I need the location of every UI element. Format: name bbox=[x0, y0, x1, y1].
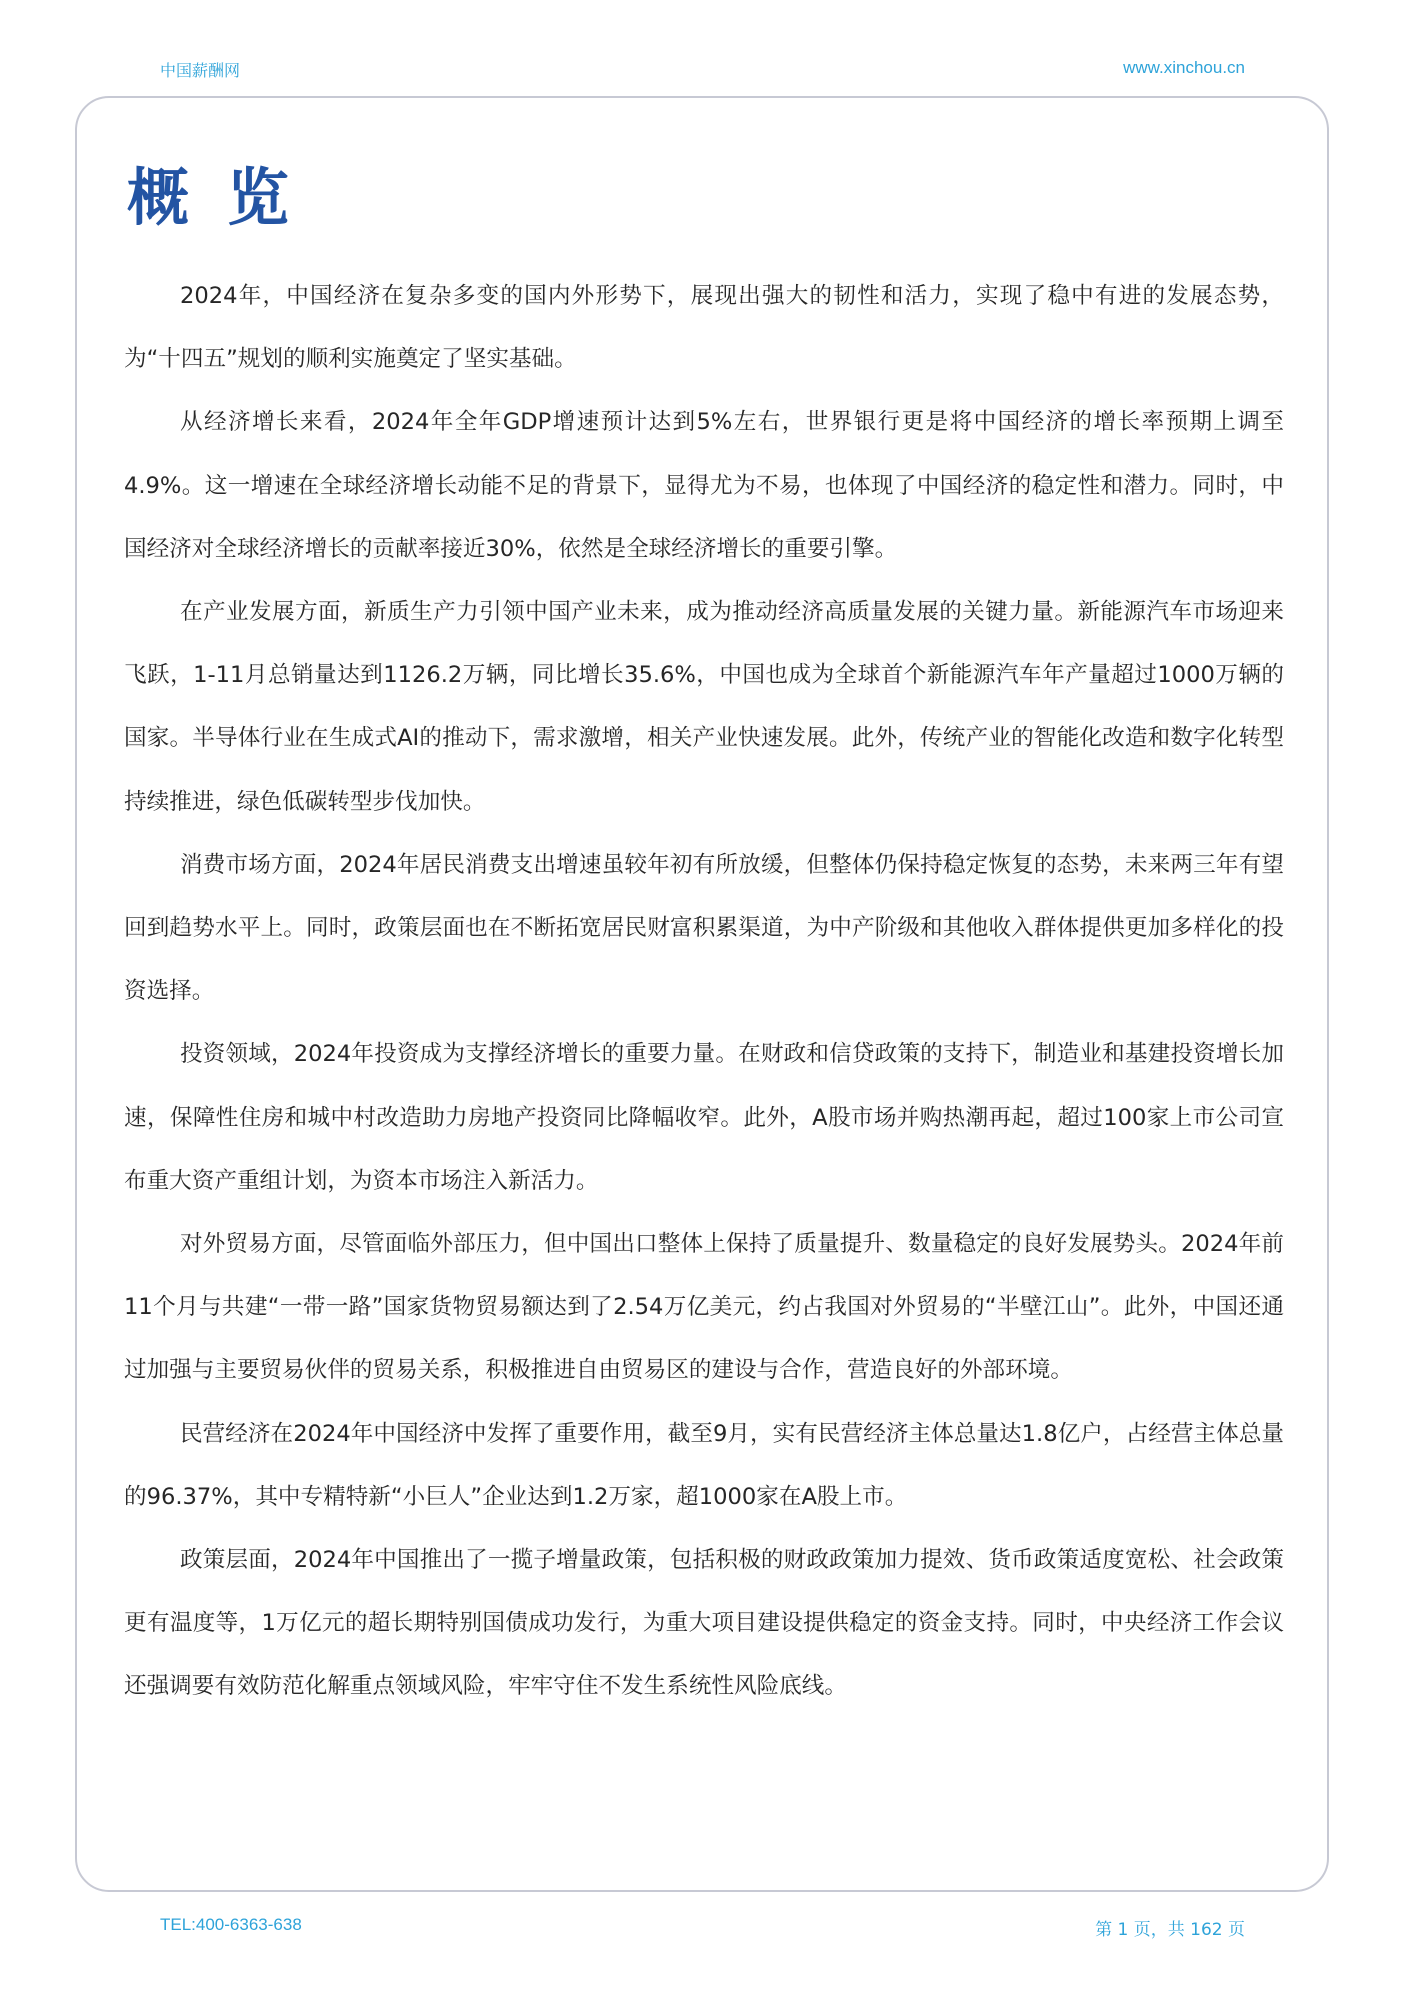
paragraph-investment: 投资领域，2024年投资成为支撑经济增长的重要力量。在财政和信贷政策的支持下，制造业和基建投资增长加速，保障性住房和城中村改造助力房地产投资同比降幅收窄。此外，A股市场并购热潮再起，超过100家上市公司宣布重大资产重组计划，为资本市场注入新活力。 bbox=[124, 1041, 1284, 1194]
contact-phone: TEL:400-6363-638 bbox=[160, 1915, 302, 1934]
document-body bbox=[124, 265, 1284, 1719]
paragraph-policy: 政策层面，2024年中国推出了一揽子增量政策，包括积极的财政政策加力提效、货币政策适度宽松、社会政策更有温度等，1万亿元的超长期特别国债成功发行，为重大项目建设提供稳定的资金支持。同时，中央经济工作会议还强调要有效防范化解重点领域风险，牢牢守住不发生系统性风险底线。 bbox=[124, 1547, 1284, 1700]
paragraph-consumption: 消费市场方面，2024年居民消费支出增速虽较年初有所放缓，但整体仍保持稳定恢复的态势，未来两三年有望回到趋势水平上。同时，政策层面也在不断拓宽居民财富积累渠道，为中产阶级和其他收入群体提供更加多样化的投资选择。 bbox=[124, 851, 1284, 1005]
paragraph-industry: 在产业发展方面，新质生产力引领中国产业未来，成为推动经济高质量发展的关键力量。新能源汽车市场迎来飞跃，1-11月总销量达到1126.2万辆，同比增长35.6%，中国也成为全球首个新能源汽车年产量超过1000万辆的国家。半导体行业在生成式AI的推动下，需求激增，相关产业快速发展。此外，传统产业的智能化改造和数字化转型持续推进，绿色低碳转型步伐加快。 bbox=[124, 599, 1284, 815]
paragraph-economic-growth: 从经济增长来看，2024年全年GDP增速预计达到5%左右，世界银行更是将中国经济的增长率预期上调至4.9%。这一增速在全球经济增长动能不足的背景下，显得尤为不易，也体现了中国经济的稳定性和潜力。同时，中国经济对全球经济增长的贡献率接近30%，依然是全球经济增长的重要引擎。 bbox=[124, 409, 1284, 562]
page-number: 第 1 页，共 162 页 bbox=[1095, 1920, 1245, 1940]
paragraph-intro: 2024年，中国经济在复杂多变的国内外形势下，展现出强大的韧性和活力，实现了稳中有进的发展态势，为“十四五”规划的顺利实施奠定了坚实基础。 bbox=[124, 283, 1284, 373]
page-title: 概览 bbox=[127, 161, 328, 234]
paragraph-private-economy: 民营经济在2024年中国经济中发挥了重要作用，截至9月，实有民营经济主体总量达1.8亿户，占经营主体总量的96.37%，其中专精特新“小巨人”企业达到1.2万家，超1000家在A股上市。 bbox=[124, 1420, 1284, 1510]
paragraph-foreign-trade: 对外贸易方面，尽管面临外部压力，但中国出口整体上保持了质量提升、数量稳定的良好发展势头。2024年前11个月与共建“一带一路”国家货物贸易额达到了2.54万亿美元，约占我国对外贸易的“半壁江山”。此外，中国还通过加强与主要贸易伙伴的贸易关系，积极推进自由贸易区的建设与合作，营造良好的外部环境。 bbox=[124, 1231, 1284, 1384]
site-url[interactable]: www.xinchou.cn bbox=[1123, 58, 1245, 77]
site-name: 中国薪酬网 bbox=[160, 61, 241, 80]
